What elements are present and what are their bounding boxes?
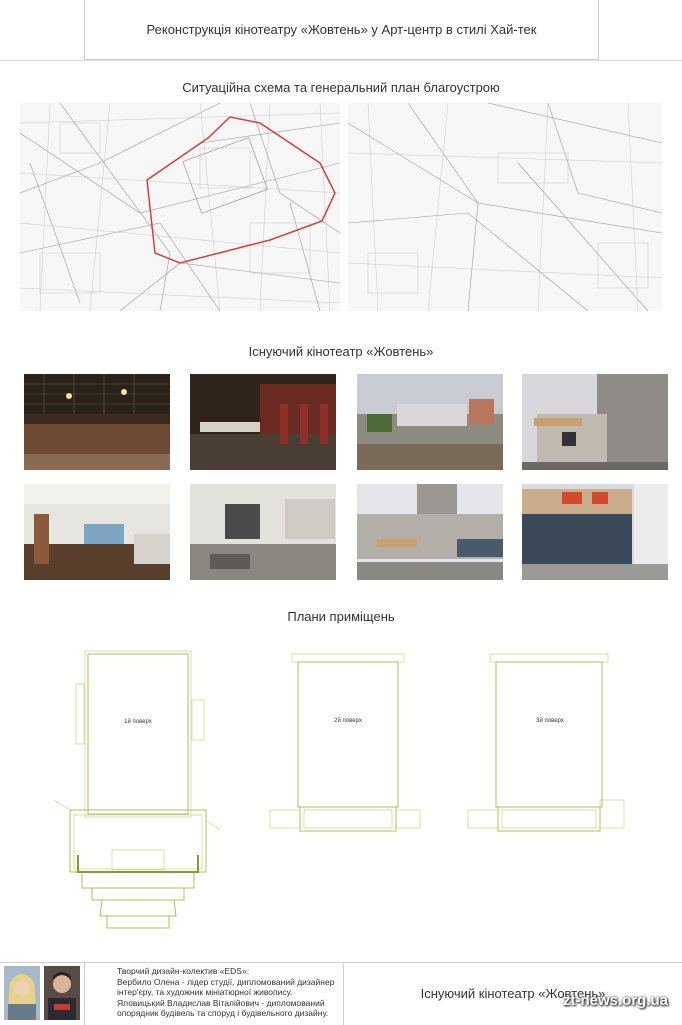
floor-3-label: 3й поверх xyxy=(536,718,564,724)
photo-square-aerial xyxy=(357,374,503,470)
photo-facade-corner xyxy=(522,374,668,470)
floor-plan-3 xyxy=(462,650,634,834)
section-title-existing: Існуючий кінотеатр «Жовтень» xyxy=(248,344,434,359)
avatar-designer-1 xyxy=(4,966,40,1020)
photo-lobby-interior xyxy=(190,484,336,580)
situation-map-right xyxy=(348,103,662,311)
situation-map-left xyxy=(20,103,340,311)
photo-screening-room xyxy=(24,484,170,580)
floor-1-label: 1й поверх xyxy=(124,719,152,725)
photo-entrance-signage xyxy=(522,484,668,580)
photo-hall-stage xyxy=(190,374,336,470)
photo-facade-front xyxy=(357,484,503,580)
credits-text xyxy=(117,966,342,1019)
floor-plan-1 xyxy=(52,650,224,940)
floor-plan-2 xyxy=(262,650,426,834)
credit-line: Творчий дизайн-колектив «EDS»: xyxy=(117,966,250,976)
floor-2-label: 2й поверх xyxy=(334,718,362,724)
credit-line: Яловицький Владислав Віталійович - дипломований xyxy=(117,997,325,1008)
header-box xyxy=(84,0,599,60)
avatar-designer-2 xyxy=(44,966,80,1020)
footer-divider xyxy=(84,963,85,1025)
site-watermark: zt-news.org.ua xyxy=(562,992,668,1009)
credit-line: Вербило Олена - лідер студії, дипломований дизайнер xyxy=(117,976,335,987)
footer-title-text: Існуючий кінотеатр «Жовтень» xyxy=(420,985,606,1001)
page-title: Реконструкція кінотеатру «Жовтень» у Арт-центр в стилі Хай-тек xyxy=(146,22,537,37)
photo-hall-ceiling xyxy=(24,374,170,470)
header-divider xyxy=(0,60,682,61)
credit-line: інтер'єру, та художник мініатюрної живопису. xyxy=(117,987,293,997)
section-title-situation: Ситуаційна схема та генеральний план благоустрою xyxy=(182,80,500,95)
section-title-plans: Плани приміщень xyxy=(287,609,395,624)
credit-line: опорядник будівель та споруд і будівельного дизайну. xyxy=(117,1008,329,1018)
